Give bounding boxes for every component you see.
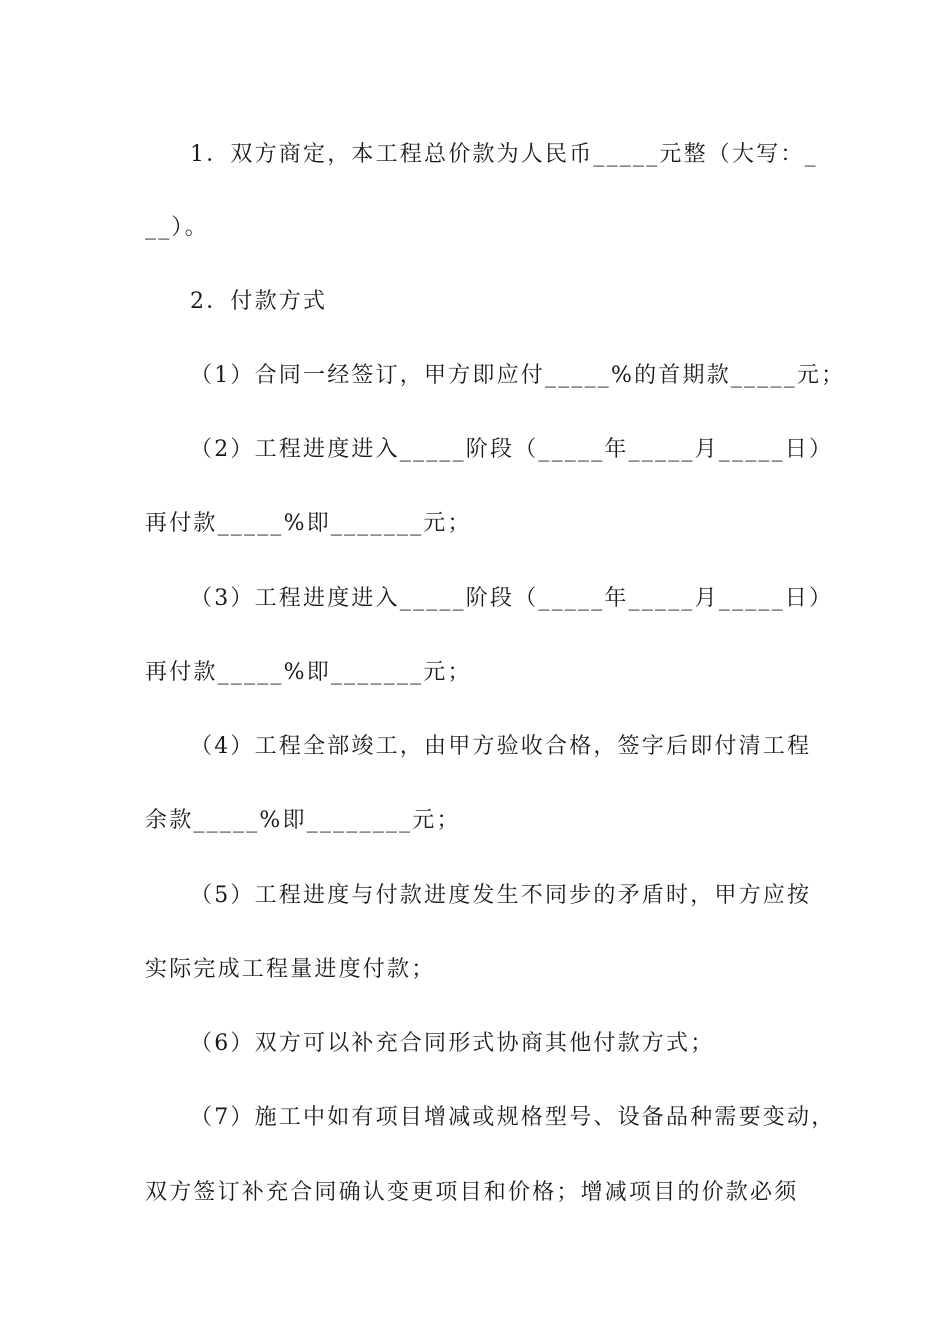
- item-5-line-1: （5）工程进度与付款进度发生不同步的矛盾时，甲方应按: [190, 883, 812, 908]
- item-3-line-2: 再付款_____%即_______元；: [145, 660, 472, 685]
- clause-1-line-2: __）。: [145, 215, 209, 240]
- clause-2-heading: 2．付款方式: [190, 289, 328, 314]
- item-4-line-1: （4）工程全部竣工，由甲方验收合格，签字后即付清工程: [190, 734, 812, 759]
- clause-1-line-1: 1．双方商定，本工程总价款为人民币_____元整（大写：_: [190, 142, 818, 167]
- item-5-line-2: 实际完成工程量进度付款；: [145, 957, 436, 982]
- item-2-line-1: （2）工程进度进入_____阶段（_____年_____月_____日）: [190, 437, 834, 462]
- item-2-line-2: 再付款_____%即_______元；: [145, 511, 472, 536]
- item-6-line-1: （6）双方可以补充合同形式协商其他付款方式；: [190, 1031, 715, 1056]
- item-7-line-2: 双方签订补充合同确认变更项目和价格；增减项目的价款必须: [145, 1180, 799, 1205]
- item-1-line-1: （1）合同一经签订，甲方即应付_____%的首期款_____元；: [190, 363, 846, 388]
- item-7-line-1: （7）施工中如有项目增减或规格型号、设备品种需要变动，: [190, 1105, 836, 1130]
- item-3-line-1: （3）工程进度进入_____阶段（_____年_____月_____日）: [190, 586, 834, 611]
- item-4-line-2: 余款_____%即________元；: [145, 808, 461, 833]
